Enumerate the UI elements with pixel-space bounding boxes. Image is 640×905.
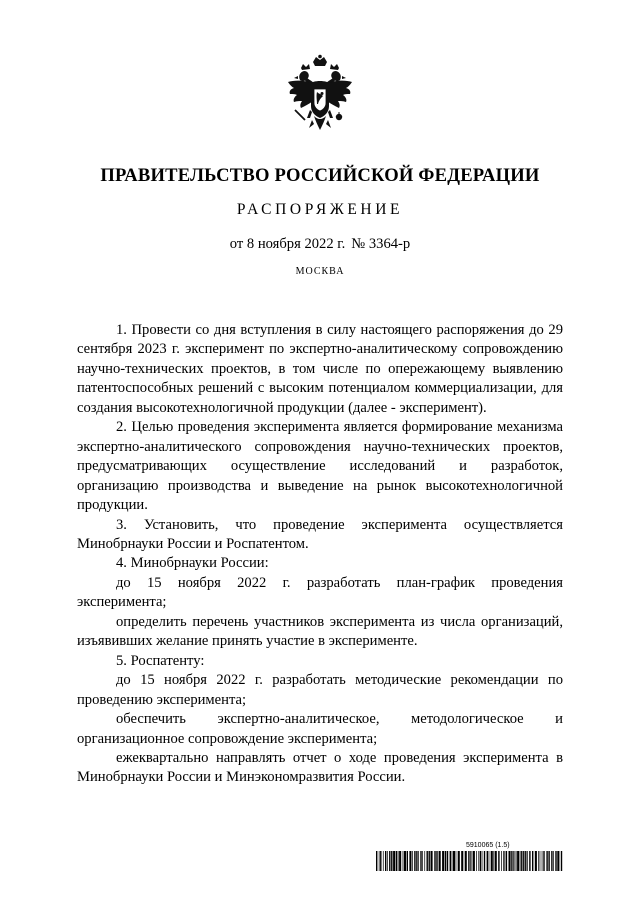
- paragraph-4: 4. Минобрнауки России:: [116, 555, 269, 572]
- barcode-icon: [376, 851, 564, 871]
- paragraph-5-item-1: до 15 ноября 2022 г. разработать методические рекомендации по проведению эксперимента;: [77, 672, 563, 708]
- issue-city: МОСКВА: [295, 266, 345, 277]
- paragraph-5-item-3: ежеквартально направлять отчет о ходе проведения эксперимента в Минобрнауки России и Минэкономразвития России.: [77, 749, 563, 786]
- barcode-label: 5910065 (1.5): [466, 842, 510, 849]
- document-body: [77, 321, 563, 788]
- paragraph-3: 3. Установить, что проведение эксперимента осуществляется Минобрнауки России и Роспатентом.: [77, 516, 563, 552]
- paragraph-4-item-1: до 15 ноября 2022 г. разработать план-график проведения эксперимента;: [77, 574, 563, 611]
- document-number: № 3364-р: [351, 236, 411, 252]
- paragraph-1: 1. Провести со дня вступления в силу настоящего распоряжения до 29 сентября 2023 г. эксперимент по экспертно-аналитическому сопровождению научно-технических проектов, в том числе по опережающему выявлению патентоспособных решений с высоким потенциалом коммерциализации, для создания высокотехнологичной продукции (далее - эксперимент).: [77, 322, 563, 416]
- paragraph-4-item-2: определить перечень участников эксперимента из числа организаций, изъявивших желание принять участие в эксперименте.: [77, 613, 563, 650]
- document-date-line: [0, 236, 640, 253]
- paragraph-5: 5. Роспатенту:: [116, 652, 205, 669]
- paragraph-5-item-2: обеспечить экспертно-аналитическое, методологическое и организационное сопровождение эксперимента;: [77, 711, 563, 747]
- paragraph-2: 2. Целью проведения эксперимента является формирование механизма экспертно-аналитического сопровождения научно-технических проектов, предусматривающих осуществление исследований и разработок, организацию производства и выведение на рынок высокотехнологичной продукции.: [77, 419, 563, 514]
- document-date: от 8 ноября 2022 г.: [229, 236, 346, 252]
- government-title: ПРАВИТЕЛЬСТВО РОССИЙСКОЙ ФЕДЕРАЦИИ: [100, 165, 540, 186]
- coat-of-arms-icon: [283, 54, 357, 148]
- document-type: РАСПОРЯЖЕНИЕ: [236, 201, 404, 218]
